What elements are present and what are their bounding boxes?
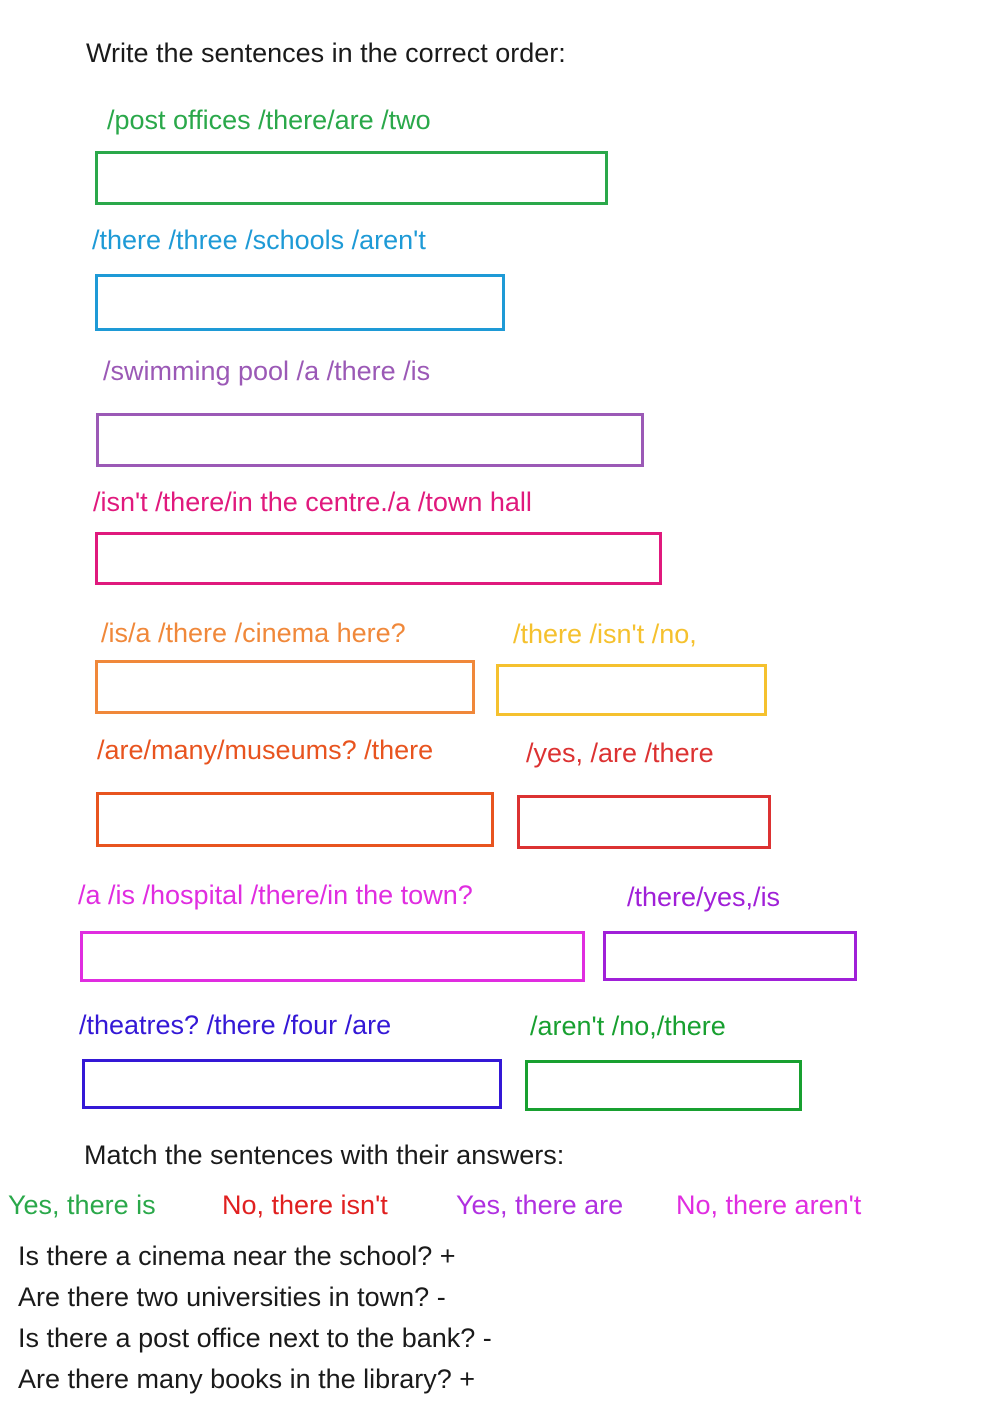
- answer-box-7-reply[interactable]: [603, 931, 857, 981]
- answer-input-3[interactable]: [99, 416, 641, 464]
- scramble-8-reply: /aren't /no,/there: [530, 1011, 726, 1041]
- question-4: Are there many books in the library? +: [18, 1364, 475, 1394]
- answer-input-1[interactable]: [98, 154, 605, 202]
- answer-input-5[interactable]: [98, 663, 472, 711]
- question-2: Are there two universities in town? -: [18, 1282, 446, 1312]
- answer-input-8-reply[interactable]: [528, 1063, 799, 1108]
- scramble-7: /a /is /hospital /there/in the town?: [78, 880, 473, 910]
- question-3: Is there a post office next to the bank? -: [18, 1323, 492, 1353]
- answer-input-5-reply[interactable]: [499, 667, 764, 713]
- answer-box-7[interactable]: [80, 931, 585, 982]
- answer-box-6-reply[interactable]: [517, 795, 771, 849]
- answer-input-8[interactable]: [85, 1062, 499, 1106]
- answer-box-5-reply[interactable]: [496, 664, 767, 716]
- answer-input-7-reply[interactable]: [606, 934, 854, 978]
- answer-box-8[interactable]: [82, 1059, 502, 1109]
- question-1: Is there a cinema near the school? +: [18, 1241, 456, 1271]
- answer-box-2[interactable]: [95, 274, 505, 331]
- scramble-5-reply: /there /isn't /no,: [513, 619, 697, 649]
- answer-option-yes-there-are: Yes, there are: [456, 1190, 624, 1220]
- scramble-5: /is/a /there /cinema here?: [101, 618, 406, 648]
- answer-box-6[interactable]: [96, 792, 494, 847]
- scramble-6: /are/many/museums? /there: [97, 735, 434, 765]
- answer-box-4[interactable]: [95, 532, 662, 585]
- scramble-1: /post offices /there/are /two: [107, 105, 431, 135]
- answer-option-yes-there-is: Yes, there is: [8, 1190, 156, 1220]
- answer-option-no-there-arent: No, there aren't: [676, 1190, 862, 1220]
- scramble-3: /swimming pool /a /there /is: [103, 356, 431, 386]
- scramble-7-reply: /there/yes,/is: [627, 882, 781, 912]
- answer-input-6-reply[interactable]: [520, 798, 768, 846]
- answer-option-no-there-isnt: No, there isn't: [222, 1190, 388, 1220]
- scramble-2: /there /three /schools /aren't: [92, 225, 426, 255]
- answer-input-2[interactable]: [98, 277, 502, 328]
- answer-box-8-reply[interactable]: [525, 1060, 802, 1111]
- answer-input-6[interactable]: [99, 795, 491, 844]
- scramble-8: /theatres? /there /four /are: [79, 1010, 392, 1040]
- order-instruction: Write the sentences in the correct order:: [86, 38, 566, 68]
- answer-box-5[interactable]: [95, 660, 475, 714]
- answer-input-7[interactable]: [83, 934, 582, 979]
- scramble-4: /isn't /there/in the centre./a /town hall: [93, 487, 532, 517]
- match-instruction: Match the sentences with their answers:: [84, 1140, 565, 1170]
- scramble-6-reply: /yes, /are /there: [526, 738, 714, 768]
- answer-input-4[interactable]: [98, 535, 659, 582]
- answer-box-3[interactable]: [96, 413, 644, 467]
- answer-box-1[interactable]: [95, 151, 608, 205]
